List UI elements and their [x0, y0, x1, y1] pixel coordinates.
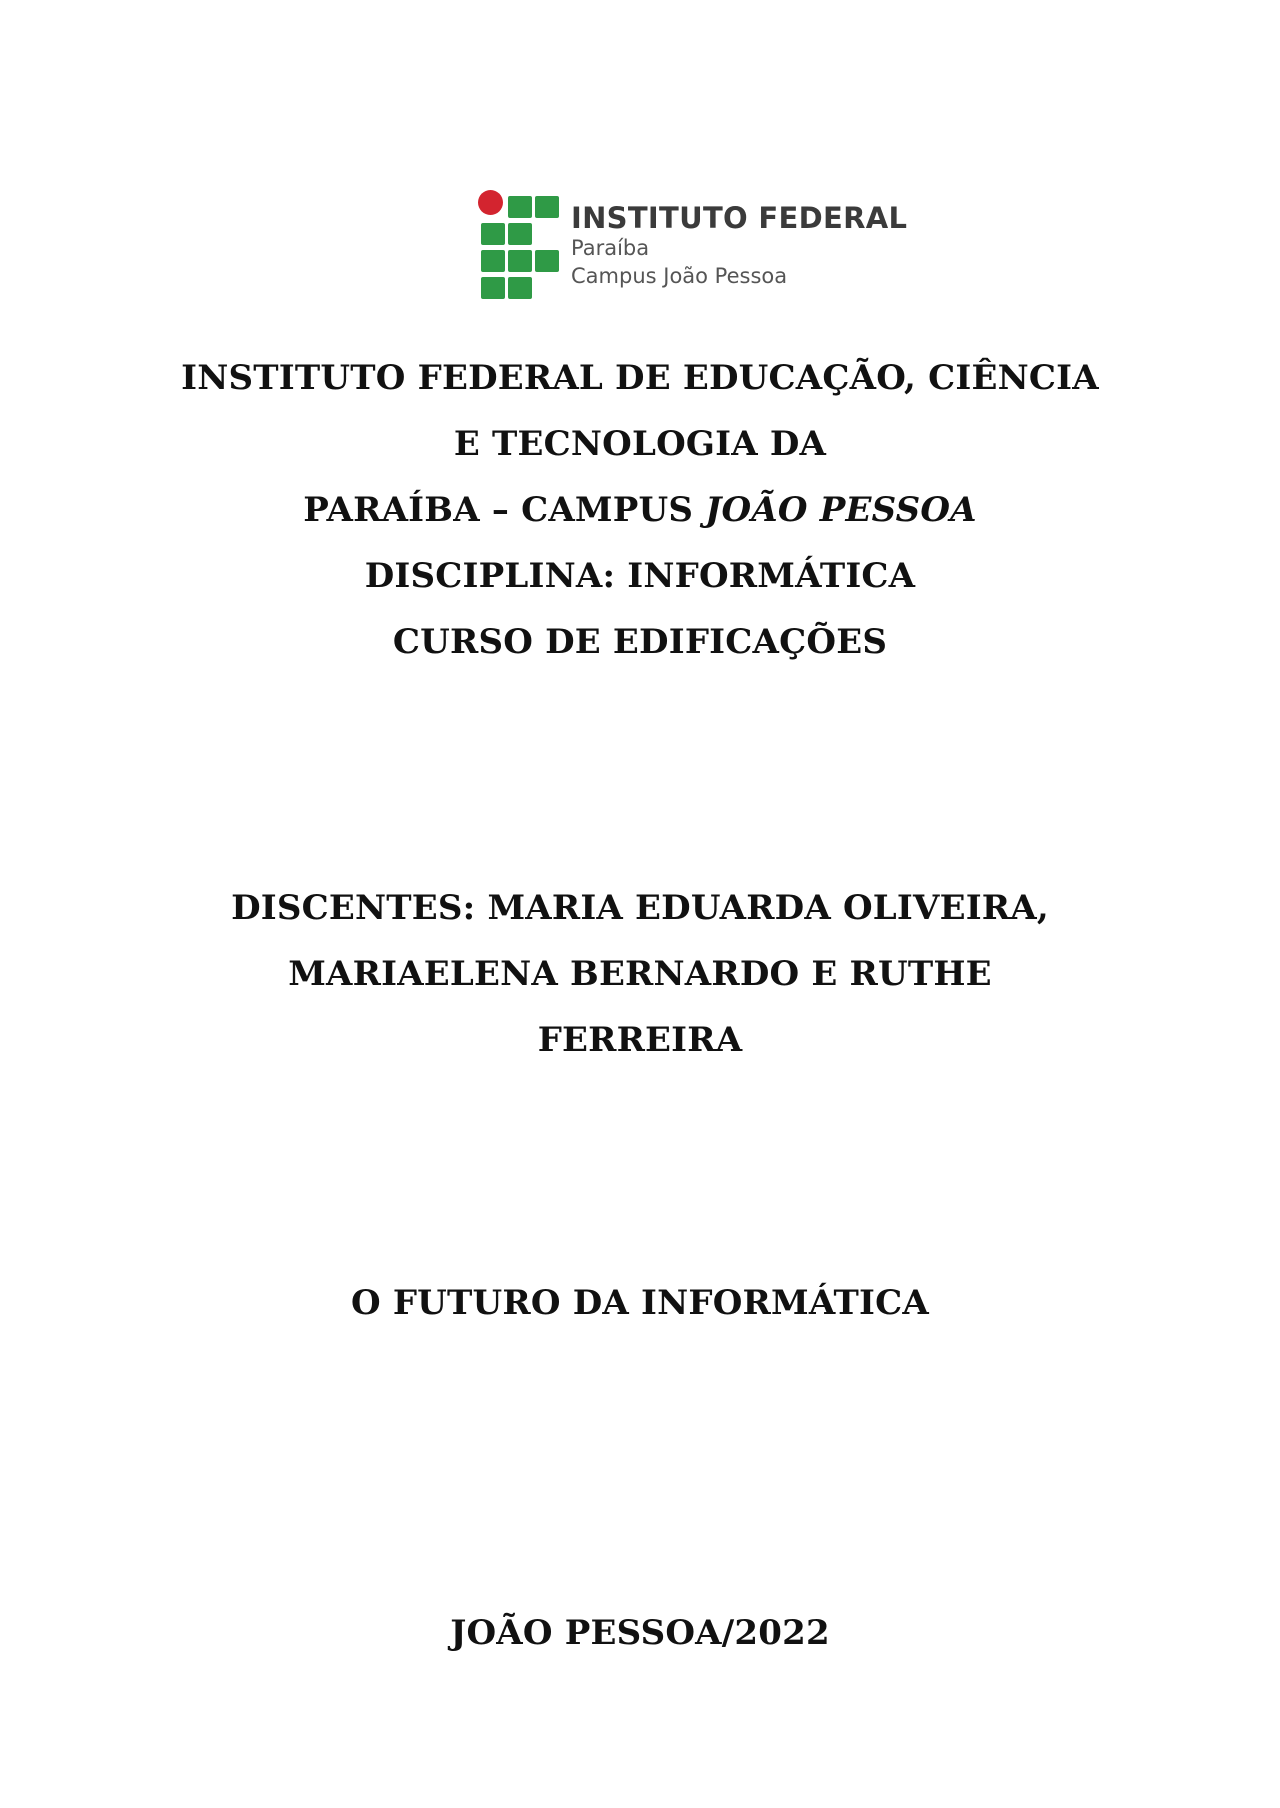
logo-text — [571, 202, 907, 290]
header-line-3 — [0, 477, 1280, 543]
header-line-1: INSTITUTO FEDERAL DE EDUCAÇÃO, CIÊNCIA — [181, 358, 1099, 398]
institution-header — [0, 345, 1280, 675]
city-year — [0, 1600, 1280, 1666]
students-line-2: MARIAELENA BERNARDO E RUTHE — [288, 954, 992, 994]
institution-logo — [478, 190, 908, 310]
logo-title: INSTITUTO FEDERAL — [571, 201, 908, 235]
logo-subtitle-campus: Campus João Pessoa — [571, 264, 788, 288]
logo-subtitle-state: Paraíba — [571, 236, 650, 260]
header-line-3-prefix: PARAÍBA – CAMPUS — [303, 490, 706, 530]
logo-grid-icon — [478, 190, 562, 302]
header-line-3-campus: JOÃO PESSOA — [705, 490, 977, 530]
document-title — [0, 1270, 1280, 1336]
city-year-text: JOÃO PESSOA/2022 — [450, 1613, 830, 1653]
document-title-text: O FUTURO DA INFORMÁTICA — [350, 1283, 929, 1323]
header-line-2: E TECNOLOGIA DA — [453, 424, 827, 464]
discipline-line: DISCIPLINA: INFORMÁTICA — [364, 556, 916, 596]
course-line: CURSO DE EDIFICAÇÕES — [392, 622, 888, 662]
students-line-3: FERREIRA — [537, 1020, 743, 1060]
students-block — [0, 875, 1280, 1073]
students-line-1: DISCENTES: MARIA EDUARDA OLIVEIRA, — [231, 888, 1049, 928]
logo-red-dot — [478, 190, 503, 215]
